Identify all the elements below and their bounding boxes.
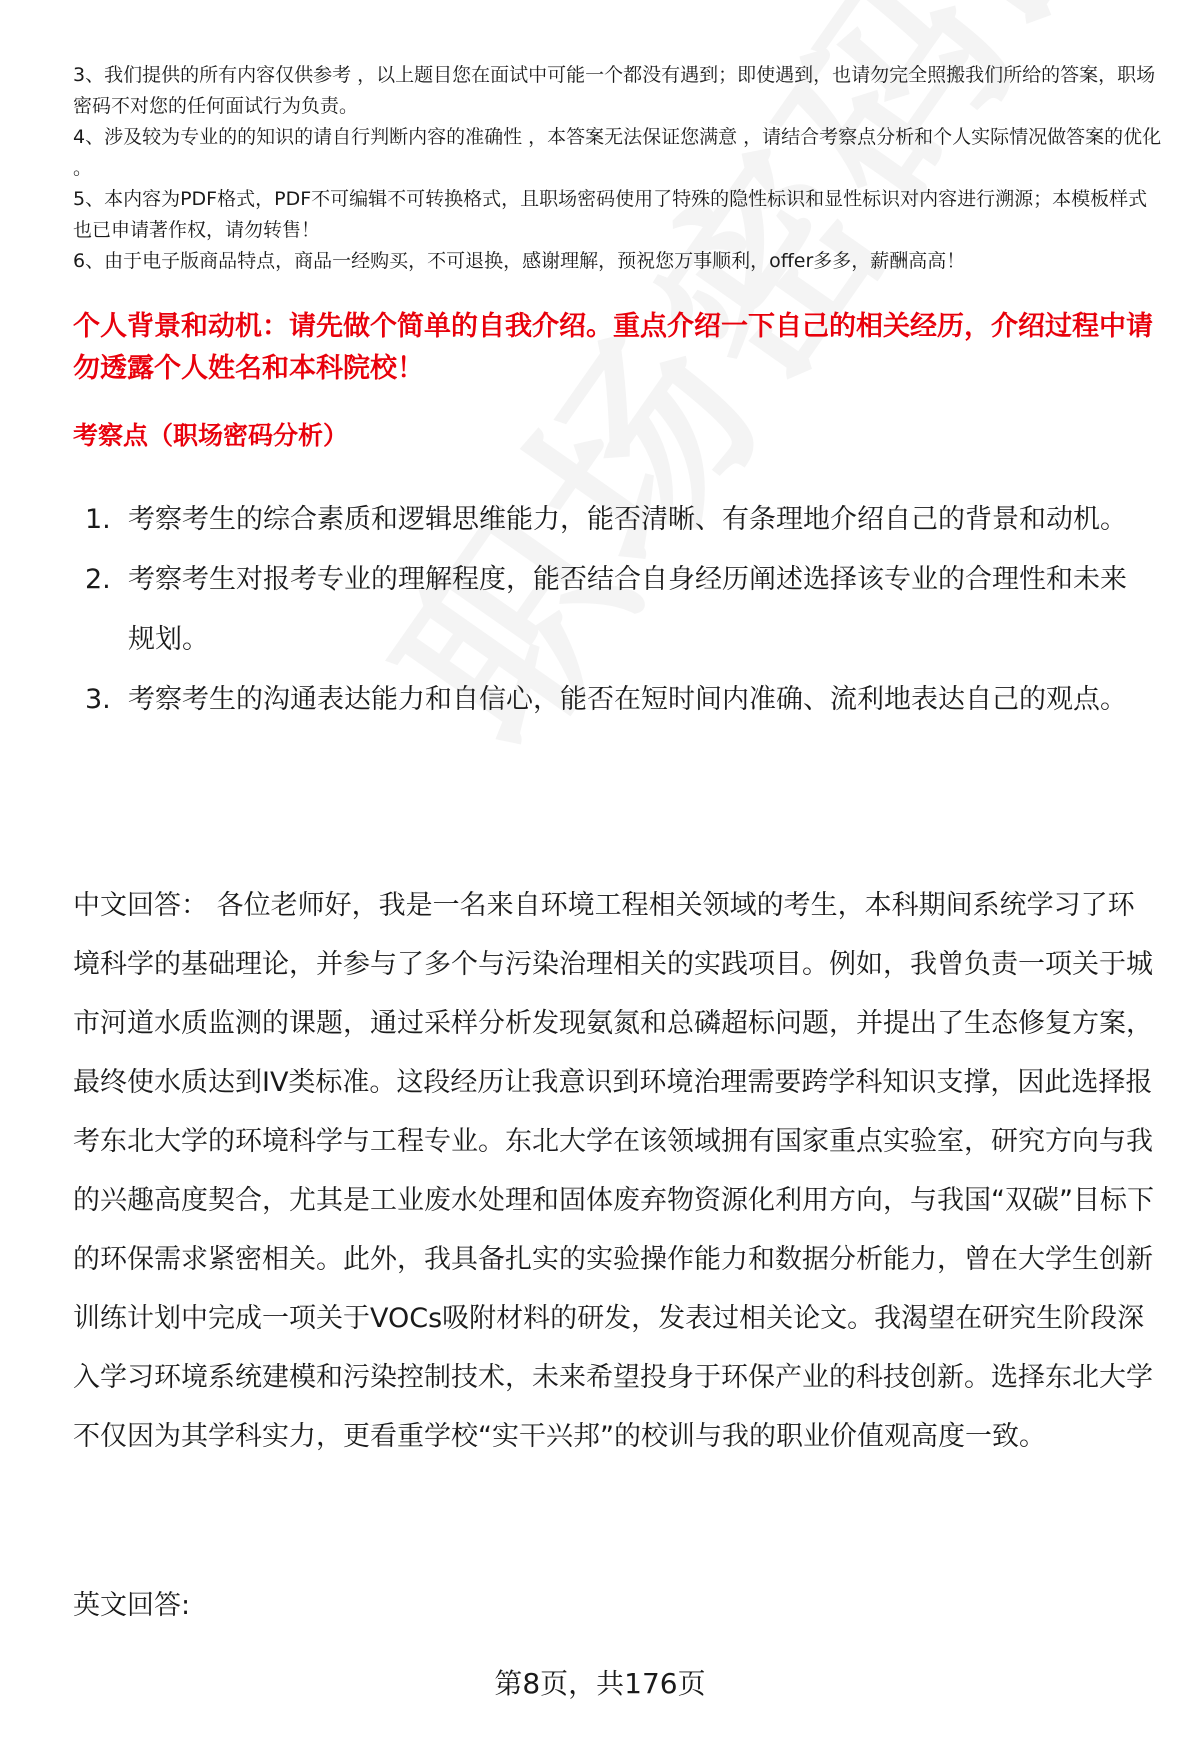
- list-item-text: 考察考生的沟通表达能力和自信心，能否在短时间内准确、流利地表达自己的观点。: [128, 684, 1127, 715]
- list-item-number: 1.: [85, 504, 111, 535]
- chinese-answer: 中文回答： 各位老师好，我是一名来自环境工程相关领域的考生，本科期间系统学习了环境科学的基础理论，并参与了多个与污染治理相关的实践项目。例如，我曾负责一项关于城市河道水质监测的课题，通过采样分析发现氨氮和总磷超标问题，并提出了生态修复方案，最终使水质达到IV类标准。这段经历让我意识到环境治理需要跨学科知识支撑，因此选择报考东北大学的环境科学与工程专业。东北大学在该领域拥有国家重点实验室，研究方向与我的兴趣高度契合，尤其是工业废水处理和固体废弃物资源化利用方向，与我国“双碳”目标下的环保需求紧密相关。此外，我具备扎实的实验操作能力和数据分析能力，曾在大学生创新训练计划中完成一项关于VOCs吸附材料的研发，发表过相关论文。我渴望在研究生阶段深入学习环境系统建模和污染控制技术，未来希望投身于环保产业的科技创新。选择东北大学不仅因为其学科实力，更看重学校“实干兴邦”的校训与我的职业价值观高度一致。: [73, 890, 1154, 1452]
- list-item-number: 2.: [85, 564, 111, 595]
- notice-item: 5、本内容为PDF格式，PDF不可编辑不可转换格式，且职场密码使用了特殊的隐性标识和显性标识对内容进行溯源；本模板样式也已申请著作权，请勿转售！: [73, 188, 1148, 241]
- notice-item: 6、由于电子版商品特点，商品一经购买，不可退换，感谢理解，预祝您万事顺利，offer多多，薪酬高高！: [73, 250, 966, 272]
- notice-item: 4、涉及较为专业的的知识的请自行判断内容的准确性 ，本答案无法保证您满意 ，请结合考察点分析和个人实际情况做答案的优化 。: [73, 126, 1162, 179]
- question-heading: 个人背景和动机：请先做个简单的自我介绍。重点介绍一下自己的相关经历，介绍过程中请勿透露个人姓名和本科院校！: [73, 311, 1153, 384]
- list-item-text: 考察考生对报考专业的理解程度，能否结合自身经历阐述选择该专业的合理性和未来规划。: [128, 564, 1127, 655]
- list-item: [73, 550, 1153, 670]
- list-item: [73, 490, 1153, 550]
- english-answer-label: 英文回答:: [73, 1590, 191, 1621]
- notice-list: [73, 60, 1163, 277]
- list-item-text: 考察考生的综合素质和逻辑思维能力，能否清晰、有条理地介绍自己的背景和动机。: [128, 504, 1127, 535]
- page-footer: 第8页，共176页: [494, 1667, 706, 1700]
- notice-item: 3、我们提供的所有内容仅供参考 ，以上题目您在面试中可能一个都没有遇到；即使遇到，也请勿完全照搬我们所给的答案，职场密码不对您的任何面试行为负责。: [73, 64, 1156, 117]
- points-list: [73, 490, 1153, 730]
- points-heading: 考察点（职场密码分析）: [73, 421, 349, 450]
- list-item: [73, 670, 1153, 730]
- list-item-number: 3.: [85, 684, 111, 715]
